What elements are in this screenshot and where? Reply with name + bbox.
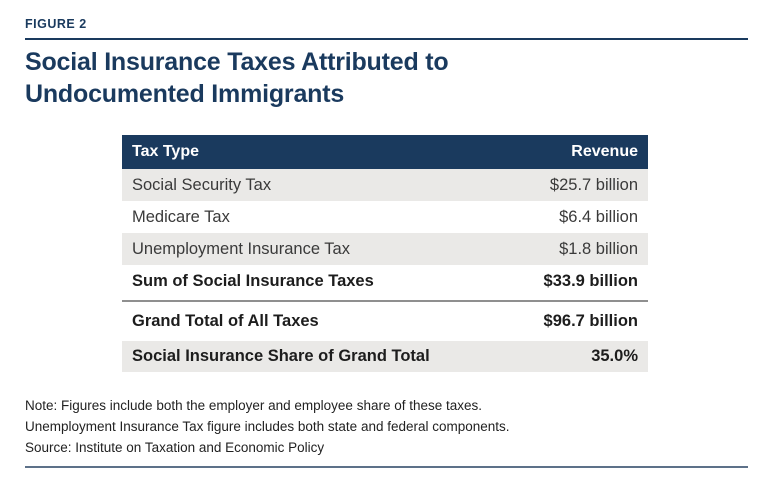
bottom-rule [25,466,748,468]
column-header-revenue: Revenue [571,143,638,160]
row-label: Social Insurance Share of Grand Total [132,347,430,365]
row-label: Sum of Social Insurance Taxes [132,272,374,290]
note-line-2: Unemployment Insurance Tax figure includes both state and federal components. [25,419,510,434]
row-value: $96.7 billion [543,312,638,330]
figure-label: FIGURE 2 [25,17,87,31]
row-label: Unemployment Insurance Tax [132,239,350,258]
table-row-social-security [122,169,648,201]
table-row-sum-social-insurance [122,265,648,298]
tax-revenue-table [122,135,648,372]
figure-title [25,46,761,110]
row-value: $1.8 billion [559,239,638,258]
row-value: $25.7 billion [549,175,638,194]
figure-title-line1: Social Insurance Taxes Attributed to [25,48,449,76]
row-label: Social Security Tax [132,175,272,194]
top-rule [25,38,748,40]
column-header-tax-type: Tax Type [132,143,199,160]
source-line: Source: Institute on Taxation and Economic Policy [25,440,325,455]
table-header-row [122,135,648,169]
row-label: Grand Total of All Taxes [132,312,319,330]
figure-notes [25,395,761,458]
table-row-social-insurance-share [122,341,648,372]
table-row-medicare [122,201,648,233]
row-value: $6.4 billion [559,207,638,226]
row-label: Medicare Tax [132,207,230,226]
row-value: 35.0% [591,347,638,365]
row-value: $33.9 billion [543,272,638,290]
table-row-unemployment-insurance [122,233,648,265]
note-line-1: Note: Figures include both the employer and employee share of these taxes. [25,398,483,413]
figure-title-line2: Undocumented Immigrants [25,80,345,108]
table-row-grand-total [122,302,648,341]
